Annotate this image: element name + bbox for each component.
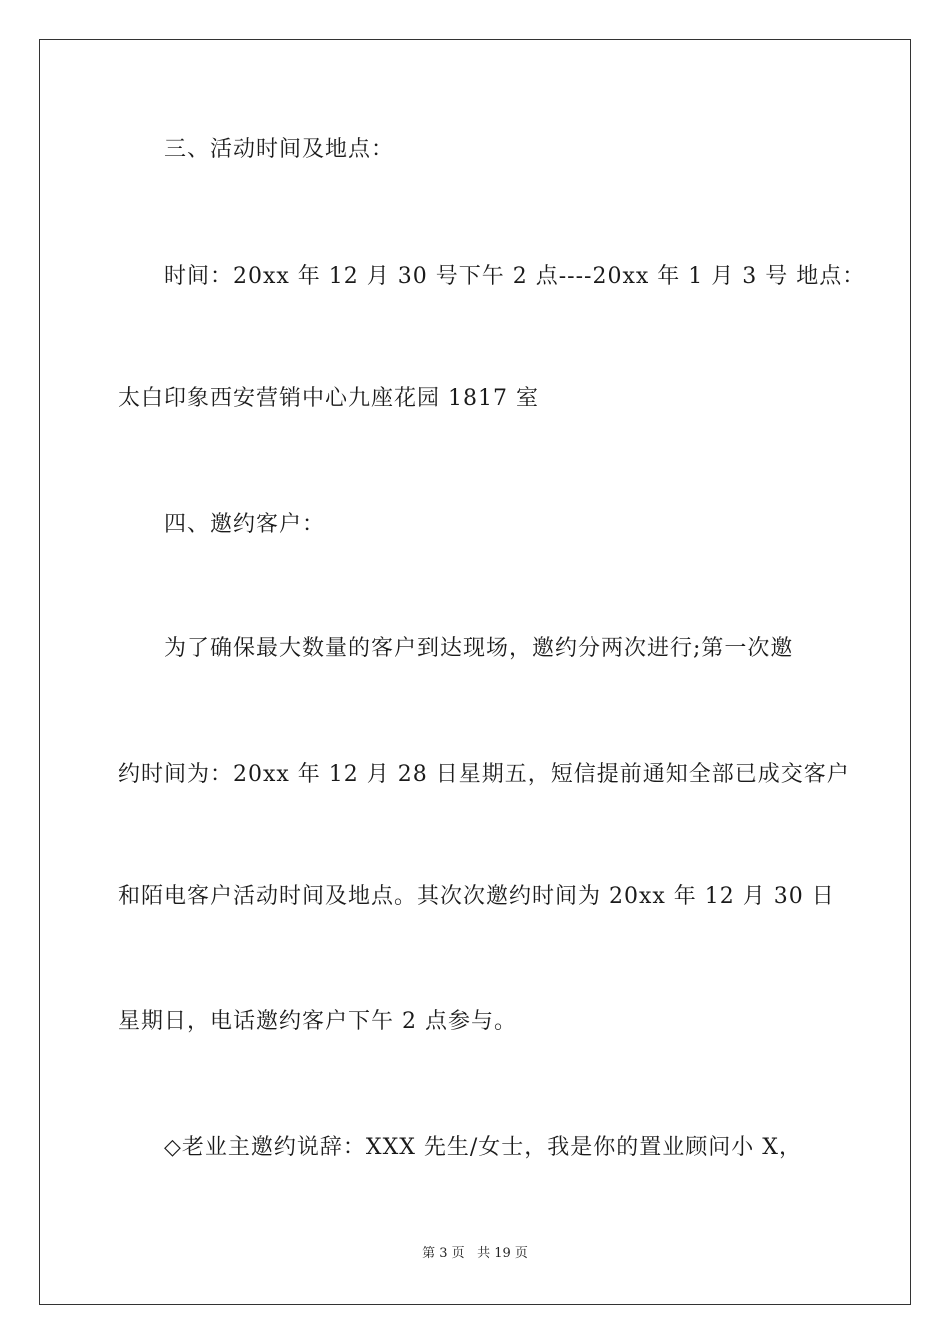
paragraph-line: 和陌电客户活动时间及地点。其次次邀约时间为 20xx 年 12 月 30 日 [118,884,835,909]
section-heading-invite-customers: 四、邀约客户： [164,512,326,537]
paragraph-line: 星期日，电话邀约客户下午 2 点参与。 [118,1009,517,1034]
paragraph-line: 太白印象西安营销中心九座花园 1817 室 [118,386,539,411]
paragraph-line: ◇老业主邀约说辞：XXX 先生/女士，我是你的置业顾问小 X， [164,1135,802,1160]
paragraph-line: 为了确保最大数量的客户到达现场，邀约分两次进行;第一次邀 [164,636,794,661]
page-border [39,39,911,1305]
paragraph-line: 时间：20xx 年 12 月 30 号下午 2 点----20xx 年 1 月 3 号 地点： [164,264,866,289]
paragraph-line: 约时间为：20xx 年 12 月 28 日星期五，短信提前通知全部已成交客户 [118,762,850,787]
page-footer [0,1245,950,1263]
page-total: 共 19 页 [477,1246,528,1261]
section-heading-time-location: 三、活动时间及地点： [164,137,395,162]
page-number: 第 3 页 [422,1246,465,1261]
